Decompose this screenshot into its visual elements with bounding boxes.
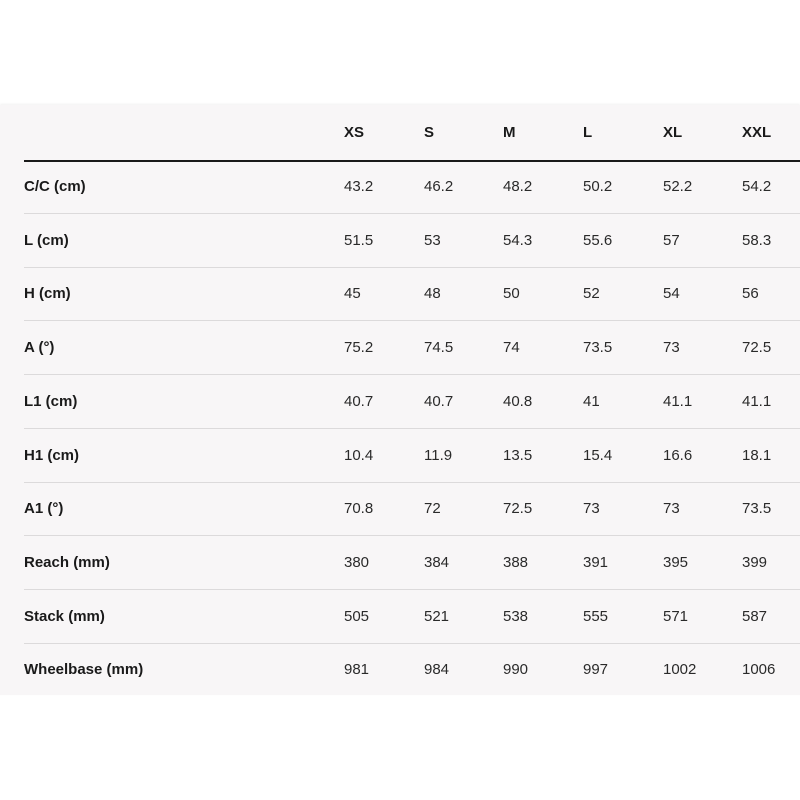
- table-cell: 73.5: [742, 500, 772, 518]
- table-cell: 73: [583, 500, 600, 518]
- table-cell: 58.3: [742, 231, 772, 249]
- table-cell: 380: [344, 553, 370, 571]
- table-cell: 11.9: [424, 446, 453, 464]
- column-header-xxl: XXL: [742, 124, 772, 141]
- table-cell: 1006: [742, 661, 776, 679]
- table-cell: 13.5: [503, 446, 533, 464]
- table-cell: 15.4: [583, 446, 613, 464]
- table-cell: 399: [742, 553, 768, 571]
- table-cell: 40.8: [503, 392, 533, 410]
- row-label: Reach (mm): [24, 553, 110, 571]
- row-label: A1 (°): [24, 500, 64, 518]
- table-cell: 1002: [663, 661, 697, 679]
- table-cell: 555: [583, 607, 609, 625]
- table-cell: 73: [663, 339, 680, 357]
- table-cell: 16.6: [663, 446, 693, 464]
- row-label: Stack (mm): [24, 607, 105, 625]
- table-row: [24, 429, 800, 483]
- table-cell: 51.5: [344, 231, 374, 249]
- column-header-xl: XL: [663, 124, 683, 141]
- table-row: [24, 536, 800, 590]
- table-cell: 505: [344, 607, 370, 625]
- row-label: Wheelbase (mm): [24, 661, 144, 679]
- table-cell: 74.5: [424, 339, 454, 357]
- row-label: H1 (cm): [24, 446, 80, 464]
- table-cell: 41.1: [663, 392, 693, 410]
- table-cell: 43.2: [344, 178, 374, 195]
- row-label: A (°): [24, 339, 55, 357]
- table-cell: 395: [663, 553, 689, 571]
- table-cell: 538: [503, 607, 529, 625]
- table-cell: 40.7: [344, 392, 374, 410]
- table-cell: 53: [424, 231, 441, 249]
- table-cell: 54: [663, 285, 680, 303]
- table-cell: 55.6: [583, 231, 613, 249]
- table-cell: 40.7: [424, 392, 454, 410]
- table-cell: 48: [424, 285, 441, 303]
- table-cell: 981: [344, 661, 370, 679]
- table-cell: 990: [503, 661, 529, 679]
- table-cell: 46.2: [424, 178, 454, 195]
- table-cell: 70.8: [344, 500, 374, 518]
- table-cell: 41.1: [742, 392, 772, 410]
- table-row: [24, 482, 800, 536]
- table-cell: 48.2: [503, 178, 533, 195]
- table-cell: 18.1: [742, 446, 772, 464]
- table-cell: 587: [742, 607, 768, 625]
- table-cell: 391: [583, 553, 609, 571]
- table-cell: 45: [344, 285, 361, 303]
- table-cell: 72.5: [503, 500, 533, 518]
- table-cell: 72: [424, 500, 441, 518]
- column-header-l: L: [583, 124, 593, 141]
- row-label: L (cm): [24, 231, 69, 249]
- table-cell: 384: [424, 553, 450, 571]
- table-row: [24, 321, 800, 375]
- column-header-s: S: [424, 124, 435, 141]
- table-row: [24, 643, 800, 696]
- table-cell: 75.2: [344, 339, 374, 357]
- table-cell: 52: [583, 285, 600, 303]
- table-cell: 997: [583, 661, 609, 679]
- table-cell: 73: [663, 500, 680, 518]
- table-cell: 56: [742, 285, 759, 303]
- table-cell: 388: [503, 553, 529, 571]
- table-cell: 50.2: [583, 178, 613, 195]
- table-cell: 50: [503, 285, 520, 303]
- table-cell: 984: [424, 661, 450, 679]
- table-cell: 521: [424, 607, 450, 625]
- table-cell: 57: [663, 231, 680, 249]
- table-cell: 74: [503, 339, 520, 357]
- table-row: [24, 267, 800, 321]
- table-cell: 52.2: [663, 178, 693, 195]
- table-header: [24, 105, 800, 162]
- table-row: [24, 375, 800, 429]
- table-cell: 571: [663, 607, 689, 625]
- table-cell: 54.3: [503, 231, 533, 249]
- row-label: H (cm): [24, 285, 71, 303]
- row-label: L1 (cm): [24, 392, 78, 410]
- column-header-xs: XS: [344, 124, 365, 141]
- row-label: C/C (cm): [24, 178, 86, 195]
- table-cell: 72.5: [742, 339, 772, 357]
- table-cell: 41: [583, 392, 600, 410]
- geometry-table: [0, 105, 800, 695]
- column-header-m: M: [503, 124, 516, 141]
- table-cell: 54.2: [742, 178, 772, 195]
- table-cell: 73.5: [583, 339, 613, 357]
- table-row: [24, 160, 800, 214]
- table-row: [24, 590, 800, 644]
- table-row: [24, 214, 800, 268]
- table-cell: 10.4: [344, 446, 374, 464]
